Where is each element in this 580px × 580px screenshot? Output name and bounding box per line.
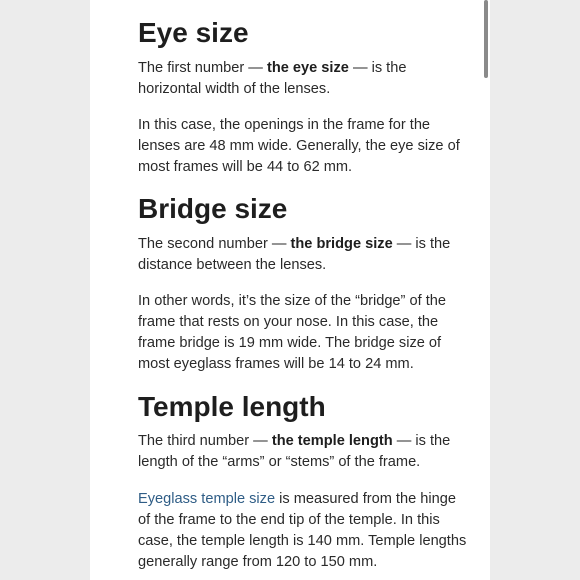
text: The third number —: [138, 433, 272, 449]
paragraph-bridge-size-definition: [138, 234, 470, 276]
heading-bridge-size: Bridge size: [138, 193, 288, 224]
heading-eye-size: Eye size: [138, 17, 249, 48]
vertical-scrollbar[interactable]: [482, 0, 490, 580]
article-viewport[interactable]: [90, 0, 490, 580]
bold-term-bridge-size: the bridge size: [290, 236, 393, 252]
scrollbar-thumb[interactable]: [484, 0, 488, 78]
text: — is the length of the “arms” or “stems” of the frame.: [138, 433, 451, 470]
bold-term-eye-size: the eye size: [266, 60, 349, 76]
text: — is the distance between the lenses.: [138, 236, 451, 273]
paragraph-eye-size-detail: In this case, the openings in the frame for the lenses are 48 mm wide. Generally, the eye size of most frames will be 44 to 62 mm.: [138, 117, 460, 175]
text: — is the horizontal width of the lenses.: [138, 60, 407, 97]
text: The first number —: [138, 60, 267, 76]
heading-temple-length: Temple length: [138, 391, 326, 422]
paragraph-temple-length-detail: [138, 489, 470, 573]
text: The second number —: [138, 236, 291, 252]
bold-term-temple-length: the temple length: [271, 433, 393, 449]
text: is measured from the hinge of the frame to the end tip of the temple. In this case, the temple length is 140 mm. Temple lengths generally range from 120 to 150 mm.: [138, 491, 467, 570]
paragraph-bridge-size-detail: In other words, it’s the size of the “bridge” of the frame that rests on your nose. In this case, the frame bridge is 19 mm wide. The bridge size of most eyeglass frames will be 14 to 24 mm.: [138, 293, 446, 372]
paragraph-temple-length-definition: [138, 431, 470, 473]
link-eyeglass-temple-size[interactable]: Eyeglass temple size: [138, 491, 276, 507]
paragraph-eye-size-definition: [138, 58, 470, 100]
